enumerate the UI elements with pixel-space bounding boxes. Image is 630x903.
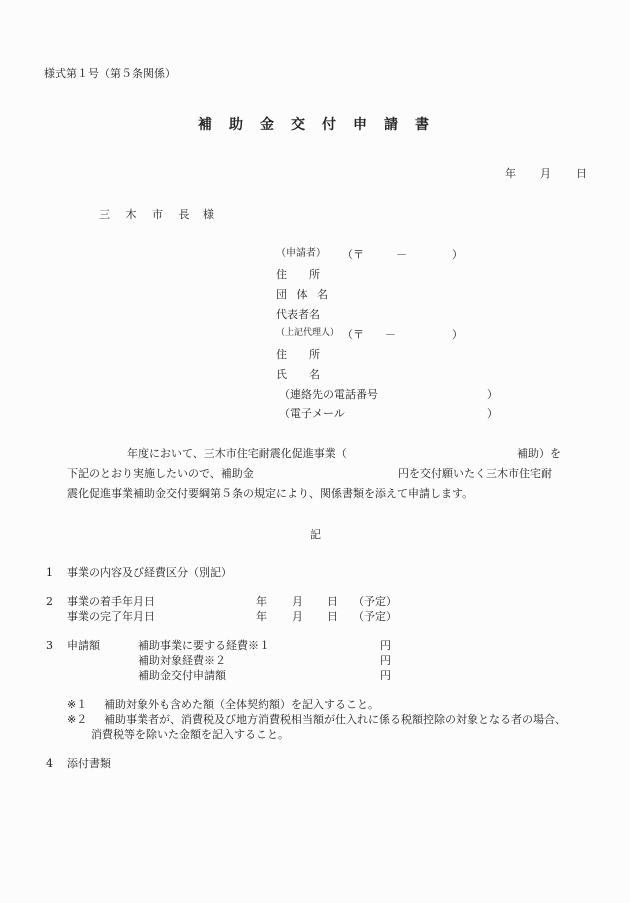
item-3-number: 3 (46, 639, 53, 652)
body-line3: 震化促進事業補助金交付要綱第５条の規定により、関係書類を添えて申請します。 (67, 487, 474, 500)
applicant-postal-open: （〒 (342, 248, 364, 261)
date-year-label: 年 (505, 167, 516, 180)
request-amount-label: 補助金交付申請額 (138, 669, 226, 682)
start-date-day: 日 (327, 595, 338, 608)
agent-address-label: 住 所 (276, 348, 320, 361)
applicant-address-label: 住 所 (276, 268, 320, 281)
body-line2-b: 円を交付願いたく三木市住宅耐 (398, 467, 552, 480)
applicant-rep-label: 代表者名 (276, 308, 320, 321)
ki-heading: 記 (310, 528, 321, 541)
agent-postal-open: （〒 (342, 328, 364, 341)
applicant-label: （申請者） (276, 248, 326, 259)
end-date-year: 年 (256, 610, 267, 623)
item-4-number: 4 (46, 757, 53, 770)
request-amount-unit: 円 (380, 669, 391, 682)
applicant-postal-dash: － (396, 248, 407, 261)
addressee-name: 三 木 市 長 (99, 208, 196, 221)
item-1-number: 1 (46, 566, 53, 579)
agent-phone-label: （連絡先の電話番号 (279, 388, 378, 401)
applicant-postal-close: ） (452, 248, 463, 261)
applicant-org-label: 団 体 名 (276, 288, 331, 301)
date-month-label: 月 (540, 167, 551, 180)
end-date-month: 月 (292, 610, 303, 623)
agent-label: （上記代理人） (276, 328, 340, 338)
start-date-month: 月 (292, 595, 303, 608)
total-cost-label: 補助事業に要する経費※１ (138, 639, 270, 652)
agent-name-label: 氏 名 (276, 368, 320, 381)
note-1-text: 補助対象外も含めた額（全体契約額）を記入すること。 (104, 698, 379, 711)
addressee-honorific: 様 (203, 208, 214, 221)
note-2-mark: ※２ (67, 713, 88, 726)
eligible-cost-unit: 円 (380, 654, 391, 667)
end-date-day: 日 (327, 610, 338, 623)
item-3-label: 申請額 (67, 639, 100, 652)
document-title: 補助金交付申請書 (198, 117, 446, 133)
eligible-cost-label: 補助対象経費※２ (138, 654, 226, 667)
note-2-continuation: 消費税等を除いた金額を記入すること。 (91, 728, 289, 741)
item-2-number: 2 (46, 595, 53, 608)
agent-postal-dash: － (385, 328, 396, 341)
agent-email-close: ） (487, 407, 498, 420)
end-date-label: 事業の完了年月日 (67, 610, 155, 623)
date-day-label: 日 (576, 167, 587, 180)
start-date-note: （予定） (353, 595, 397, 608)
end-date-note: （予定） (353, 610, 397, 623)
agent-postal-close: ） (452, 328, 463, 341)
form-number: 様式第１号（第５条関係） (44, 67, 176, 80)
body-line2-a: 下記のとおり実施したいので、補助金 (67, 467, 254, 480)
start-date-year: 年 (256, 595, 267, 608)
item-4-label: 添付書類 (67, 757, 111, 770)
note-1-mark: ※１ (67, 698, 88, 711)
item-1-label: 事業の内容及び経費区分（別記） (67, 566, 232, 579)
agent-phone-close: ） (487, 388, 498, 401)
agent-email-label: （電子メール (279, 407, 345, 420)
total-cost-unit: 円 (380, 639, 391, 652)
note-2-text: 補助事業者が、消費税及び地方消費税相当額が仕入れに係る税額控除の対象となる者の場合、 (104, 713, 566, 726)
start-date-label: 事業の着手年月日 (67, 595, 155, 608)
body-line1-a: 年度において、三木市住宅耐震化促進事業（ (127, 447, 347, 460)
body-line1-b: 補助）を (517, 447, 561, 460)
